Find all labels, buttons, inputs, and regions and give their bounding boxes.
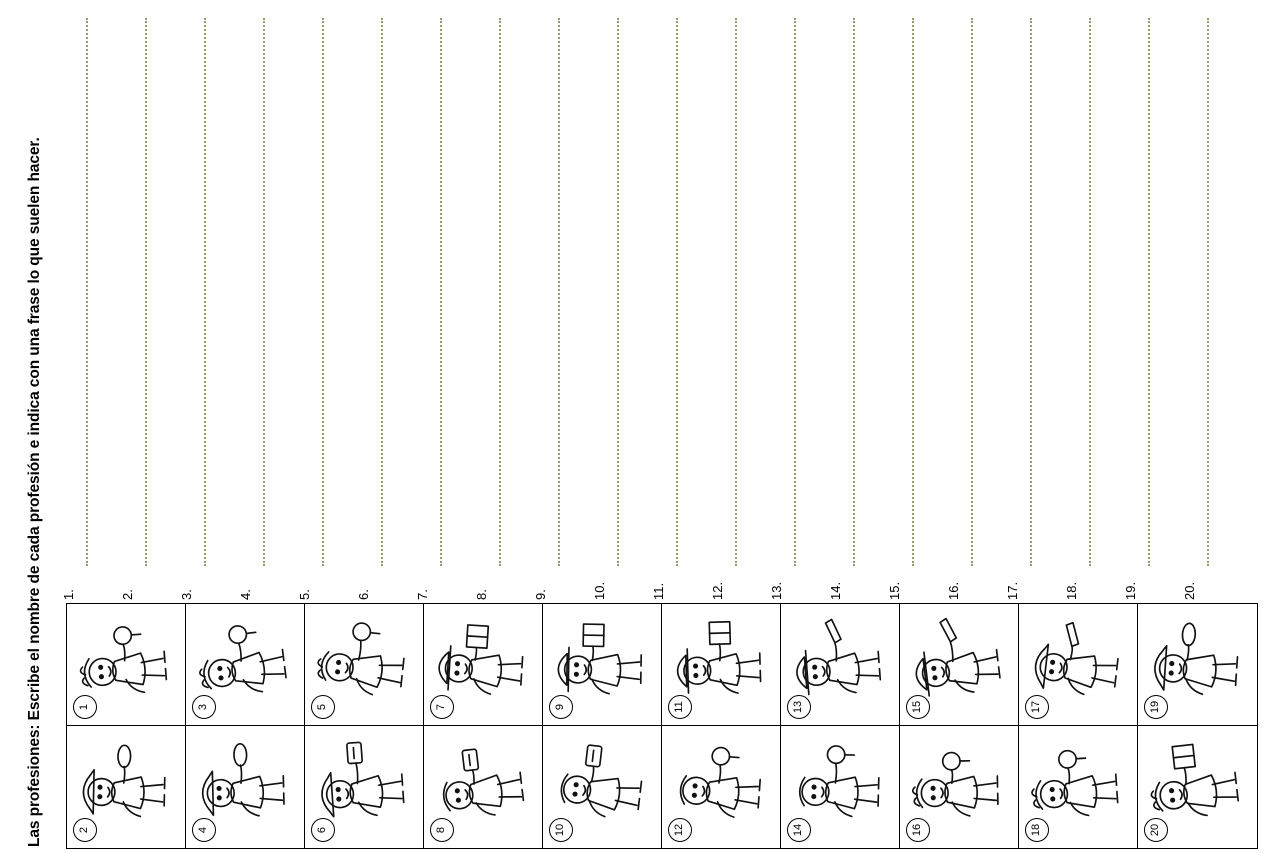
answer-line[interactable] bbox=[238, 0, 279, 600]
answer-line-number: 7. bbox=[415, 589, 430, 600]
picture-cell[interactable] bbox=[1019, 604, 1138, 726]
answer-line-number: 14. bbox=[828, 581, 843, 600]
picture-cell[interactable] bbox=[1138, 604, 1257, 726]
answer-line-dotted-rule bbox=[263, 18, 265, 566]
picture-number-badge: 5 bbox=[311, 695, 335, 719]
answer-line-dotted-rule bbox=[1030, 18, 1032, 566]
picture-cell[interactable] bbox=[900, 726, 1019, 848]
answer-line[interactable] bbox=[1064, 0, 1105, 600]
picture-alt-text bbox=[781, 726, 782, 727]
answer-line[interactable] bbox=[710, 0, 751, 600]
picture-cell[interactable] bbox=[424, 604, 543, 726]
answer-line-dotted-rule bbox=[558, 18, 560, 566]
picture-number-badge: 4 bbox=[192, 818, 216, 842]
picture-cell[interactable] bbox=[662, 726, 781, 848]
answer-line-dotted-rule bbox=[735, 18, 737, 566]
answer-line[interactable] bbox=[61, 0, 102, 600]
picture-cell[interactable] bbox=[543, 604, 662, 726]
answer-line[interactable] bbox=[769, 0, 810, 600]
picture-number-badge: 7 bbox=[430, 695, 454, 719]
picture-alt-text bbox=[1019, 726, 1020, 727]
picture-grid bbox=[66, 603, 1258, 849]
picture-number-badge: 17 bbox=[1025, 695, 1049, 719]
picture-number-badge: 2 bbox=[73, 818, 97, 842]
picture-number-badge: 11 bbox=[668, 695, 692, 719]
answer-line-dotted-rule bbox=[617, 18, 619, 566]
picture-number-badge: 12 bbox=[668, 818, 692, 842]
answer-line-dotted-rule bbox=[1148, 18, 1150, 566]
picture-alt-text bbox=[424, 726, 425, 727]
answer-line-dotted-rule bbox=[86, 18, 88, 566]
answer-line-number: 6. bbox=[356, 589, 371, 600]
picture-alt-text bbox=[662, 726, 663, 727]
answer-line[interactable] bbox=[474, 0, 515, 600]
picture-alt-text bbox=[305, 726, 306, 727]
picture-cell[interactable] bbox=[305, 604, 424, 726]
answer-line[interactable] bbox=[120, 0, 161, 600]
answer-line-number: 10. bbox=[592, 581, 607, 600]
answer-line-dotted-rule bbox=[971, 18, 973, 566]
picture-number-badge: 15 bbox=[906, 695, 930, 719]
answer-lines-area bbox=[61, 0, 1260, 600]
answer-line-dotted-rule bbox=[912, 18, 914, 566]
answer-line[interactable] bbox=[297, 0, 338, 600]
picture-cell[interactable] bbox=[67, 604, 186, 726]
answer-line-dotted-rule bbox=[676, 18, 678, 566]
picture-cell[interactable] bbox=[543, 726, 662, 848]
picture-alt-text bbox=[186, 726, 187, 727]
answer-line-dotted-rule bbox=[204, 18, 206, 566]
answer-line-number: 17. bbox=[1005, 581, 1020, 600]
answer-line-dotted-rule bbox=[1207, 18, 1209, 566]
answer-line-number: 2. bbox=[120, 589, 135, 600]
picture-cell[interactable] bbox=[1138, 726, 1257, 848]
answer-line-dotted-rule bbox=[794, 18, 796, 566]
answer-line-number: 12. bbox=[710, 581, 725, 600]
picture-cell[interactable] bbox=[186, 604, 305, 726]
answer-line[interactable] bbox=[415, 0, 456, 600]
picture-number-badge: 8 bbox=[430, 818, 454, 842]
picture-number-badge: 16 bbox=[906, 818, 930, 842]
picture-cell[interactable] bbox=[900, 604, 1019, 726]
answer-line[interactable] bbox=[887, 0, 928, 600]
picture-number-badge: 10 bbox=[549, 818, 573, 842]
answer-line-dotted-rule bbox=[440, 18, 442, 566]
answer-line[interactable] bbox=[1123, 0, 1164, 600]
answer-line[interactable] bbox=[179, 0, 220, 600]
answer-line-number: 3. bbox=[179, 589, 194, 600]
picture-number-badge: 13 bbox=[787, 695, 811, 719]
answer-line[interactable] bbox=[1005, 0, 1046, 600]
answer-line-dotted-rule bbox=[853, 18, 855, 566]
picture-number-badge: 9 bbox=[549, 695, 573, 719]
answer-line[interactable] bbox=[533, 0, 574, 600]
picture-alt-text bbox=[900, 726, 901, 727]
picture-number-badge: 18 bbox=[1025, 818, 1049, 842]
answer-line-number: 8. bbox=[474, 589, 489, 600]
picture-alt-text bbox=[543, 726, 544, 727]
picture-cell[interactable] bbox=[662, 604, 781, 726]
answer-line-dotted-rule bbox=[1089, 18, 1091, 566]
answer-line-dotted-rule bbox=[381, 18, 383, 566]
picture-number-badge: 19 bbox=[1144, 695, 1168, 719]
answer-line[interactable] bbox=[1182, 0, 1223, 600]
answer-line-number: 5. bbox=[297, 589, 312, 600]
answer-line[interactable] bbox=[356, 0, 397, 600]
answer-line-number: 18. bbox=[1064, 581, 1079, 600]
answer-line[interactable] bbox=[828, 0, 869, 600]
answer-line-number: 11. bbox=[651, 582, 666, 600]
picture-cell[interactable] bbox=[781, 604, 900, 726]
answer-line-number: 4. bbox=[238, 589, 253, 600]
answer-line[interactable] bbox=[651, 0, 692, 600]
answer-line-dotted-rule bbox=[145, 18, 147, 566]
answer-line[interactable] bbox=[946, 0, 987, 600]
picture-number-badge: 3 bbox=[192, 695, 216, 719]
picture-cell[interactable] bbox=[305, 726, 424, 848]
answer-line-number: 19. bbox=[1123, 581, 1138, 600]
answer-line-number: 13. bbox=[769, 581, 784, 600]
picture-cell[interactable] bbox=[186, 726, 305, 848]
answer-line-number: 15. bbox=[887, 581, 902, 600]
answer-line-dotted-rule bbox=[322, 18, 324, 566]
picture-cell[interactable] bbox=[781, 726, 900, 848]
answer-line-number: 16. bbox=[946, 581, 961, 600]
picture-number-badge: 1 bbox=[73, 695, 97, 719]
answer-line-number: 9. bbox=[533, 589, 548, 600]
picture-cell[interactable] bbox=[67, 726, 186, 848]
answer-line-number: 20. bbox=[1182, 581, 1197, 600]
picture-number-badge: 20 bbox=[1144, 818, 1168, 842]
picture-number-badge: 14 bbox=[787, 818, 811, 842]
answer-line[interactable] bbox=[592, 0, 633, 600]
page-title: Las profesiones: Escribe el nombre de cada profesión e indica con una frase lo que suelen hacer. bbox=[26, 137, 43, 847]
picture-number-badge: 6 bbox=[311, 818, 335, 842]
picture-alt-text bbox=[67, 726, 68, 727]
picture-cell[interactable] bbox=[424, 726, 543, 848]
answer-line-dotted-rule bbox=[499, 18, 501, 566]
answer-line-number: 1. bbox=[61, 589, 76, 600]
picture-cell[interactable] bbox=[1019, 726, 1138, 848]
